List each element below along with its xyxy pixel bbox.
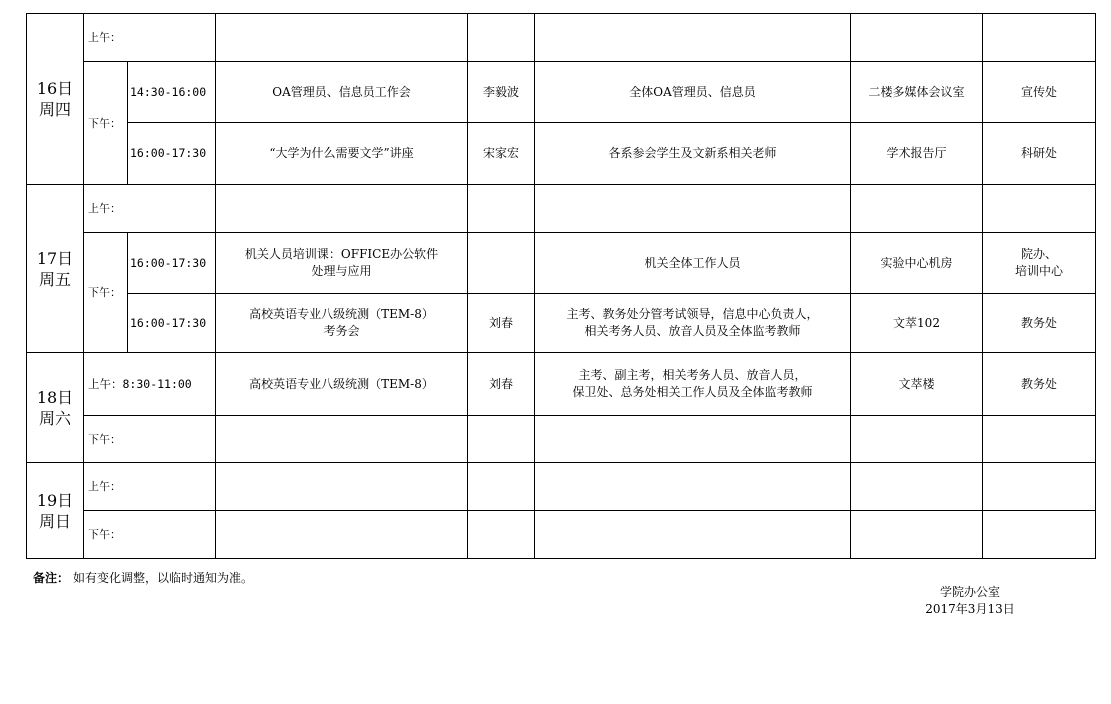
time-cell: 16:00-17:30 bbox=[128, 294, 216, 353]
signature-block bbox=[895, 584, 1045, 618]
event-cell: 高校英语专业八级统测（TEM-8） bbox=[216, 353, 468, 416]
am-label: 上午： bbox=[84, 14, 216, 62]
event-cell: “大学为什么需要文学”讲座 bbox=[216, 123, 468, 185]
day-cell: 19日 周日 bbox=[27, 463, 84, 559]
dept-cell: 科研处 bbox=[983, 123, 1096, 185]
day-cell: 18日 周六 bbox=[27, 353, 84, 463]
dept-cell: 教务处 bbox=[983, 353, 1096, 416]
table-row bbox=[27, 14, 1096, 62]
dept-cell: 宣传处 bbox=[983, 62, 1096, 123]
table-row bbox=[27, 185, 1096, 233]
pm-label: 下午： bbox=[84, 511, 216, 559]
table-row bbox=[27, 294, 1096, 353]
attendees-cell: 主考、副主考，相关考务人员、放音人员， 保卫处、总务处相关工作人员及全体监考教师 bbox=[535, 353, 851, 416]
location-cell: 文萃102 bbox=[851, 294, 983, 353]
pm-label: 下午： bbox=[84, 62, 128, 185]
day-cell: 16日 周四 bbox=[27, 14, 84, 185]
table-row bbox=[27, 233, 1096, 294]
office-name: 学院办公室 bbox=[939, 585, 1000, 599]
note-label: 备注： bbox=[33, 571, 70, 585]
event-cell: 机关人员培训课：OFFICE办公软件 处理与应用 bbox=[216, 233, 468, 294]
host-cell: 宋家宏 bbox=[468, 123, 535, 185]
table-row bbox=[27, 416, 1096, 463]
location-cell: 文萃楼 bbox=[851, 353, 983, 416]
dept-cell: 教务处 bbox=[983, 294, 1096, 353]
attendees-cell: 各系参会学生及文新系相关老师 bbox=[535, 123, 851, 185]
attendees-cell: 主考、教务处分管考试领导，信息中心负责人， 相关考务人员、放音人员及全体监考教师 bbox=[535, 294, 851, 353]
attendees-cell: 机关全体工作人员 bbox=[535, 233, 851, 294]
location-cell: 学术报告厅 bbox=[851, 123, 983, 185]
issue-date: 2017年3月13日 bbox=[925, 602, 1015, 616]
schedule-table bbox=[26, 13, 1096, 559]
am-label: 上午： bbox=[84, 463, 216, 511]
am-label: 上午： bbox=[84, 185, 216, 233]
event-cell: 高校英语专业八级统测（TEM-8） 考务会 bbox=[216, 294, 468, 353]
host-cell: 刘春 bbox=[468, 353, 535, 416]
dept-cell: 院办、 培训中心 bbox=[983, 233, 1096, 294]
table-row bbox=[27, 463, 1096, 511]
table-row bbox=[27, 62, 1096, 123]
location-cell: 二楼多媒体会议室 bbox=[851, 62, 983, 123]
note-text: 如有变化调整，以临时通知为准。 bbox=[73, 571, 254, 585]
am-label: 上午：8:30-11:00 bbox=[84, 353, 216, 416]
pm-label: 下午： bbox=[84, 416, 216, 463]
host-cell bbox=[468, 233, 535, 294]
attendees-cell: 全体OA管理员、信息员 bbox=[535, 62, 851, 123]
location-cell: 实验中心机房 bbox=[851, 233, 983, 294]
day-cell: 17日 周五 bbox=[27, 185, 84, 353]
time-cell: 16:00-17:30 bbox=[128, 233, 216, 294]
host-cell: 刘春 bbox=[468, 294, 535, 353]
table-row bbox=[27, 123, 1096, 185]
event-cell: OA管理员、信息员工作会 bbox=[216, 62, 468, 123]
time-cell: 14:30-16:00 bbox=[128, 62, 216, 123]
time-cell: 16:00-17:30 bbox=[128, 123, 216, 185]
pm-label: 下午： bbox=[84, 233, 128, 353]
host-cell: 李毅波 bbox=[468, 62, 535, 123]
table-row bbox=[27, 511, 1096, 559]
footnote bbox=[33, 569, 253, 586]
table-row bbox=[27, 353, 1096, 416]
